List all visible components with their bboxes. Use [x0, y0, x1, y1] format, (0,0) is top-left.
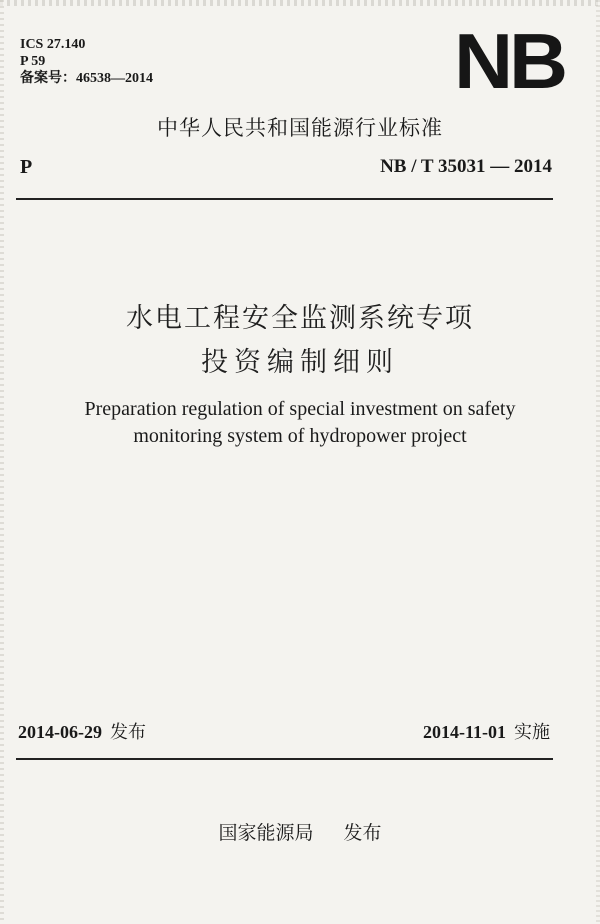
industry-standard-title: 中华人民共和国能源行业标准 [157, 116, 443, 140]
standard-number: NB / T 35031 — 2014 [380, 156, 552, 177]
footer-divider [16, 758, 553, 760]
publisher-line [0, 818, 600, 845]
record-number: 备案号：46538—2014 [20, 71, 153, 86]
ccs-code: P 59 [20, 54, 46, 69]
chinese-title-line-2: 投资编制细则 [201, 347, 399, 378]
english-title-line-2: monitoring system of hydropower project [133, 425, 467, 447]
implementation-verb: 实施 [514, 722, 550, 743]
issue-date-block [18, 718, 146, 744]
scan-edge-top [0, 0, 600, 6]
issue-verb: 发布 [110, 722, 146, 743]
category-code: P [20, 156, 33, 178]
header-divider [16, 198, 553, 200]
classification-block [20, 36, 153, 87]
issue-date: 2014-06-29 [18, 722, 102, 742]
nb-logo: NB [454, 17, 564, 105]
ics-code: ICS 27.140 [20, 37, 86, 52]
publisher-name: 国家能源局 [218, 822, 314, 844]
publisher-verb: 发布 [343, 822, 382, 844]
implementation-date-block [423, 718, 550, 744]
english-title-line-1: Preparation regulation of special investment on safety [84, 398, 516, 420]
chinese-title-line-1: 水电工程安全监测系统专项 [126, 303, 474, 334]
implementation-date: 2014-11-01 [423, 722, 506, 742]
